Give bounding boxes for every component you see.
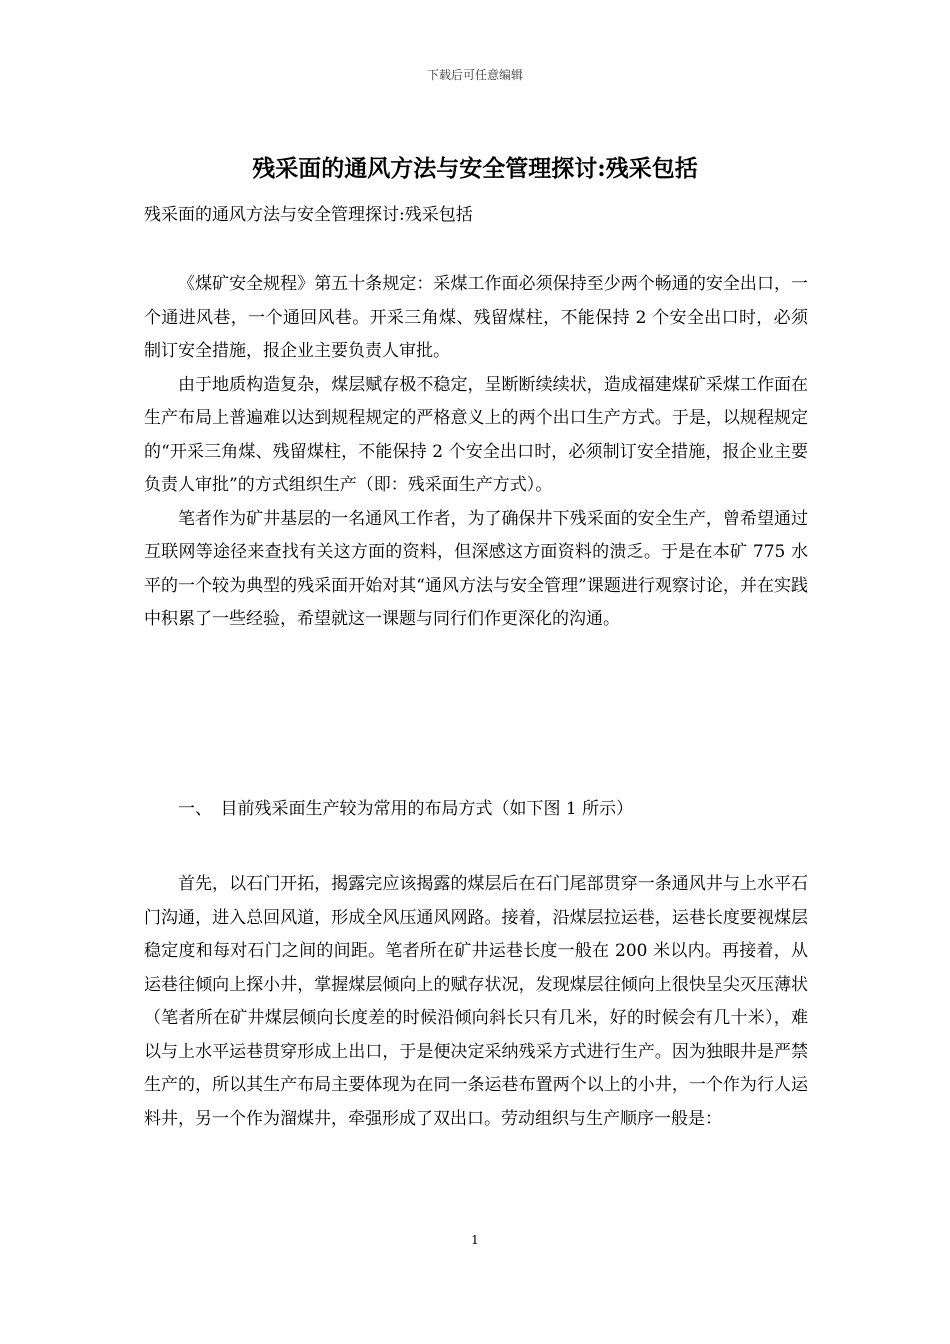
document-subtitle: 残采面的通风方法与安全管理探讨:残采包括 [144,205,473,225]
paragraph-2: 由于地质构造复杂，煤层赋存极不稳定，呈断断续续状，造成福建煤矿采煤工作面在生产布局上普遍难以达到规程规定的严格意义上的两个出口生产方式。于是，以规程规定的“开采三角煤、残留煤柱，不能保持 2 个安全出口时，必须制订安全措施，报企业主要负责人审批”的方式组织生产（即：残采面生产方式）。 [144,374,808,495]
page-number: 1 [471,1233,479,1247]
page-header-note: 下载后可任意编辑 [426,68,523,82]
paragraph-1: 《煤矿安全规程》第五十条规定：采煤工作面必须保持至少两个畅通的安全出口，一个通进风巷，一个通回风巷。开采三角煤、残留煤柱，不能保持 2 个安全出口时，必须制订安全措施，报企业主要负责人审批。 [144,274,808,361]
section-paragraph-1: 首先，以石门开拓，揭露完应该揭露的煤层后在石门尾部贯穿一条通风井与上水平石门沟通，进入总回风道，形成全风压通风网路。接着，沿煤层拉运巷，运巷长度要视煤层稳定度和每对石门之间的间距。笔者所在矿井运巷长度一般在 200 米以内。再接着，从运巷往倾向上探小井，掌握煤层倾向上的赋存状况，发现煤层往倾向上很快呈尖灭压薄状（笔者所在矿井煤层倾向长度差的时候沿倾向斜长只有几米，好的时候会有几十米），难以与上水平运巷贯穿形成上出口，于是便决定采纳残采方式进行生产。因为独眼井是严禁生产的，所以其生产布局主要体现为在同一条运巷布置两个以上的小井，一个作为行人运料井，另一个作为溜煤井，牵强形成了双出口。劳动组织与生产顺序一般是： [144,874,808,1129]
section-body [144,868,808,1136]
section-heading-block [144,793,808,827]
section-heading: 一、 目前残采面生产较为常用的布局方式（如下图 1 所示） [178,799,634,819]
paragraph-3: 笔者作为矿井基层的一名通风工作者，为了确保井下残采面的安全生产，曾希望通过互联网等途径来查找有关这方面的资料，但深感这方面资料的溃乏。于是在本矿 775 水平的一个较为典型的残采面开始对其“通风方法与安全管理”课题进行观察讨论，并在实践中积累了一些经验，希望就这一课题与同行们作更深化的沟通。 [144,508,808,629]
intro-section [144,268,808,637]
document-title: 残采面的通风方法与安全管理探讨:残采包括 [252,155,698,182]
